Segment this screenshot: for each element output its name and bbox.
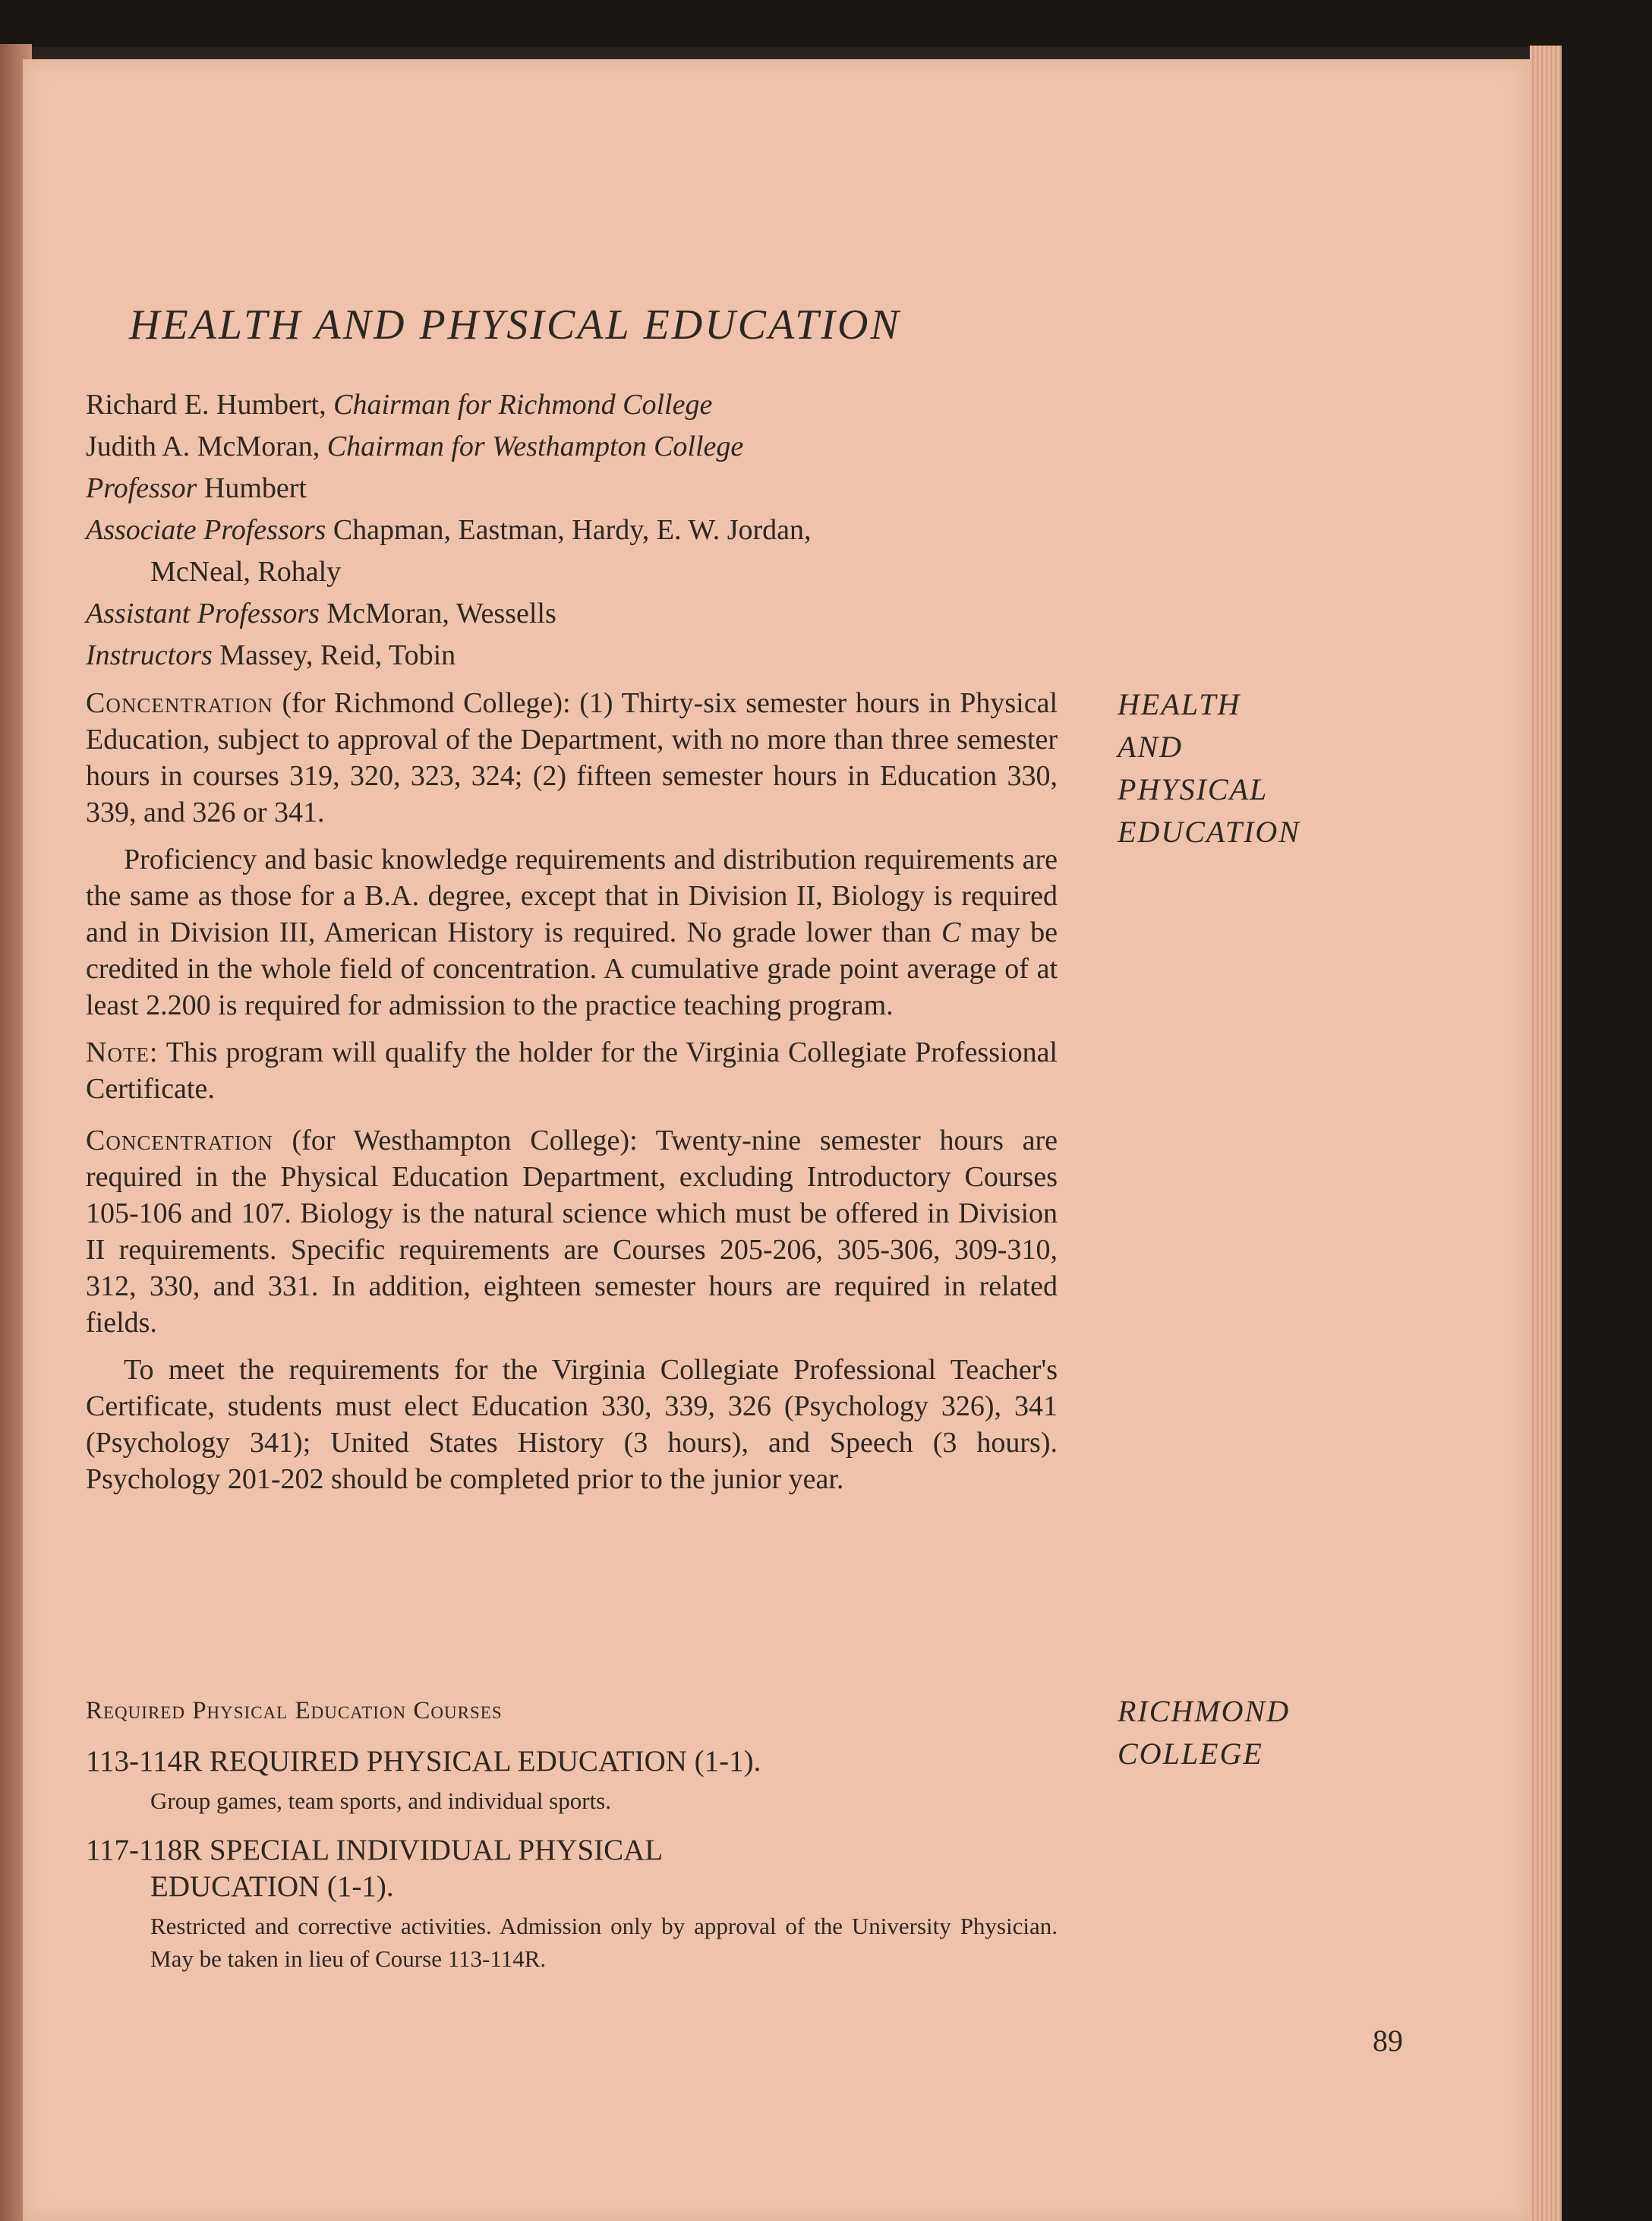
faculty-list: [86, 384, 1073, 677]
note-lead: Note:: [86, 1036, 159, 1068]
page-number: 89: [1373, 2024, 1403, 2058]
course-title-line: 117-118R SPECIAL INDIVIDUAL PHYSICAL: [86, 1834, 664, 1866]
side-heading-line: PHYSICAL: [1118, 772, 1269, 806]
assistant-names: McMoran, Wessells: [326, 598, 556, 629]
associate-label: Associate Professors: [86, 514, 326, 546]
page-title: HEALTH AND PHYSICAL EDUCATION: [129, 301, 901, 349]
course-title-line: 113-114R REQUIRED PHYSICAL EDUCATION (1-1).: [86, 1745, 761, 1778]
side-heading-line: RICHMOND: [1118, 1694, 1291, 1728]
concentration-richmond-text: (for Richmond College): (1) Thirty-six semester hours in Physical Education, subject to approval of the Department, with no more than three semester hours in courses 319, 320, 323, 324; (2) fifteen semester hours in Education 330, 339, and 326 or 341.: [86, 687, 1058, 828]
course-entry: [86, 1832, 1058, 1975]
side-heading-department: [1118, 683, 1300, 853]
requirements-text: [86, 685, 1058, 1508]
associate-names: Chapman, Eastman, Hardy, E. W. Jordan,: [333, 514, 812, 546]
faculty-associate: [86, 510, 1073, 551]
proficiency-paragraph: [86, 841, 1058, 1024]
certificate-paragraph: To meet the requirements for the Virginia Collegiate Professional Teacher's Certificate, students must elect Education 330, 339, 326 (Psychology 326), 341 (Psychology 341); United States History (3 hours), and Speech (3 hours). Psychology 201-202 should be completed prior to the junior year.: [86, 1354, 1058, 1495]
grade-letter: C: [941, 916, 961, 948]
instructors-names: Massey, Reid, Tobin: [219, 639, 456, 671]
instructors-label: Instructors: [86, 639, 213, 671]
chair-wc-name: Judith A. McMoran,: [86, 431, 320, 462]
chair-wc-title: Chairman for Westhampton College: [326, 431, 744, 462]
course-title: [86, 1743, 1058, 1780]
faculty-assistant: [86, 593, 1073, 635]
course-title-line-cont: EDUCATION (1-1).: [150, 1870, 394, 1903]
courses-heading: Required Physical Education Courses: [86, 1697, 503, 1724]
concentration-lead: Concentration: [86, 687, 273, 719]
side-heading-line: HEALTH: [1118, 687, 1241, 721]
concentration-westhampton-paragraph: [86, 1122, 1058, 1341]
note-text: This program will qualify the holder for the Virginia Collegiate Professional Certificate.: [86, 1036, 1058, 1105]
faculty-instructors: [86, 635, 1073, 677]
side-heading-line: EDUCATION: [1118, 815, 1300, 849]
top-shadow: [0, 0, 1652, 47]
faculty-professor: [86, 468, 1073, 510]
professor-names: Humbert: [203, 472, 307, 504]
course-description: Restricted and corrective activities. Admission only by approval of the University Physician. May be taken in lieu of Course 113-114R.: [150, 1913, 1058, 1972]
assistant-label: Assistant Professors: [86, 598, 320, 629]
required-courses-section: [86, 1693, 1058, 1990]
side-heading-line: AND: [1118, 730, 1183, 764]
course-entry: [86, 1743, 1058, 1817]
faculty-chair-richmond: [86, 384, 1073, 426]
chair-rc-name: Richard E. Humbert,: [86, 389, 326, 421]
proficiency-text-a: Proficiency and basic knowledge requirements and distribution requirements are the same as those for a B.A. degree, except that in Division II, Biology is required and in Division III, American History is required. No grade lower than: [86, 844, 1058, 948]
professor-label: Professor: [86, 472, 197, 504]
note-paragraph: [86, 1034, 1058, 1107]
side-heading-college: [1118, 1690, 1290, 1775]
right-shadow: [1562, 30, 1652, 2221]
course-title: [86, 1832, 1058, 1905]
concentration-richmond-paragraph: [86, 685, 1058, 831]
page-edges: [1530, 46, 1562, 2221]
proficiency-text-b: may be credited in the whole field of concentration. A cumulative grade point average of at least 2.200 is required for admission to the practice teaching program.: [86, 916, 1058, 1021]
faculty-chair-westhampton: [86, 426, 1073, 468]
concentration-lead-wc: Concentration: [86, 1125, 273, 1156]
course-description: Group games, team sports, and individual sports.: [150, 1787, 611, 1814]
concentration-westhampton-text: (for Westhampton College): Twenty-nine semester hours are required in the Physical Education Department, excluding Introductory Courses 105-106 and 107. Biology is the natural science which must be offered in Division II requirements. Specific requirements are Courses 205-206, 305-306, 309-310, 312, 330, and 331. In addition, eighteen semester hours are required in related fields.: [86, 1125, 1058, 1339]
faculty-associate-cont: McNeal, Rohaly: [150, 556, 342, 588]
chair-rc-title: Chairman for Richmond College: [333, 389, 713, 421]
side-heading-line: COLLEGE: [1118, 1737, 1263, 1771]
